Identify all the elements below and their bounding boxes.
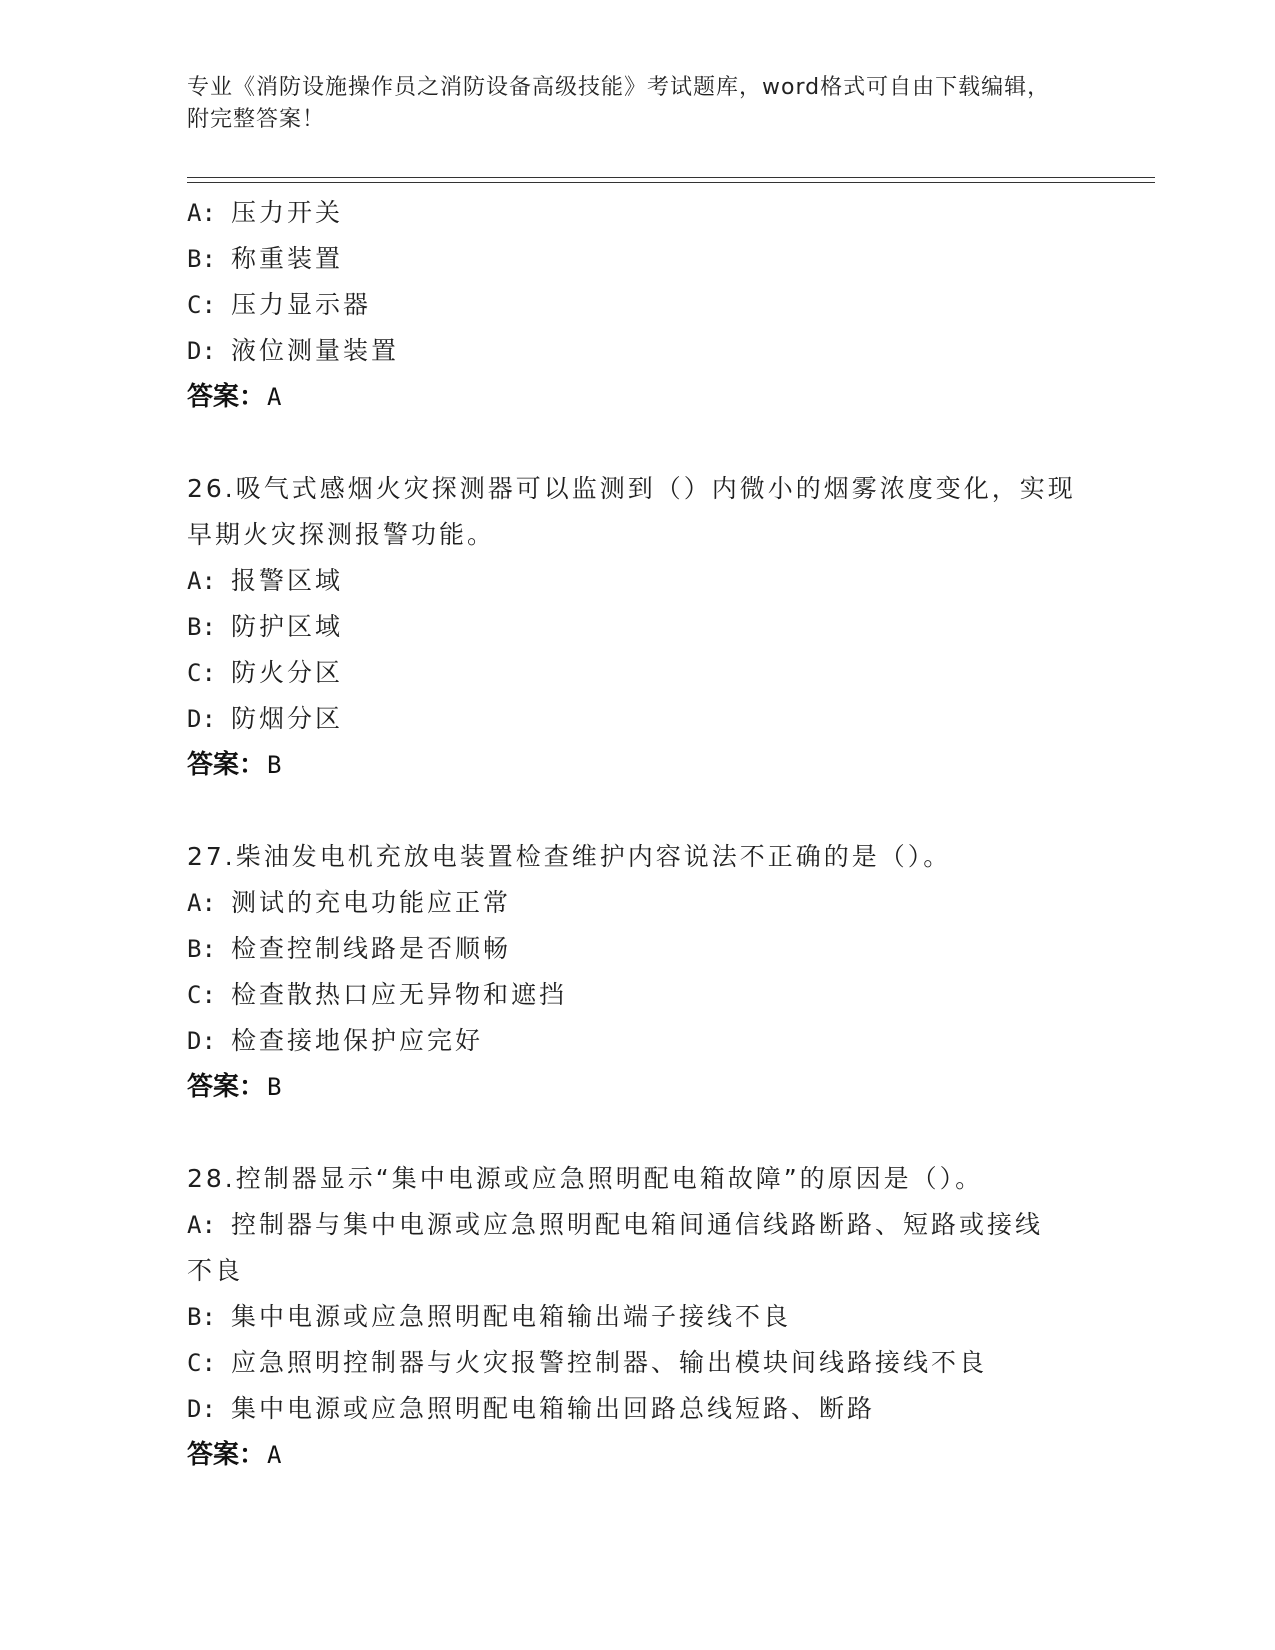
option-text: 称重装置 (231, 244, 344, 273)
option-a (187, 558, 1087, 604)
option-d (187, 328, 1087, 374)
option-text: 压力显示器 (231, 290, 372, 319)
option-text: 报警区域 (231, 566, 344, 595)
option-letter: D: (187, 705, 216, 733)
option-c (187, 972, 1087, 1018)
option-c (187, 282, 1087, 328)
option-letter: D: (187, 337, 216, 365)
header-rule-top (187, 177, 1155, 178)
option-text: 集中电源或应急照明配电箱输出回路总线短路、断路 (231, 1394, 876, 1423)
answer-value: B (267, 751, 282, 779)
option-letter: C: (187, 981, 216, 1009)
option-text: 集中电源或应急照明配电箱输出端子接线不良 (231, 1302, 792, 1331)
option-b (187, 604, 1087, 650)
question-26 (187, 466, 1087, 788)
option-letter: D: (187, 1027, 216, 1055)
option-d (187, 1386, 1087, 1432)
option-text: 液位测量装置 (231, 336, 400, 365)
option-text: 测试的充电功能应正常 (231, 888, 512, 917)
option-text: 压力开关 (231, 198, 344, 227)
option-letter: A: (187, 199, 216, 227)
option-letter: C: (187, 1349, 216, 1377)
question-27 (187, 834, 1087, 1110)
question-list (187, 190, 1087, 1478)
answer-line (187, 374, 1087, 420)
option-c (187, 1340, 1087, 1386)
option-letter: D: (187, 1395, 216, 1423)
option-letter: A: (187, 889, 216, 917)
question-stem: 26.吸气式感烟火灾探测器可以监测到（）内微小的烟雾浓度变化，实现早期火灾探测报警功能。 (187, 474, 1076, 549)
option-letter: B: (187, 245, 216, 273)
answer-value: A (267, 1441, 282, 1469)
option-text: 检查散热口应无异物和遮挡 (231, 980, 568, 1009)
answer-value: A (267, 383, 282, 411)
option-d (187, 1018, 1087, 1064)
option-letter: B: (187, 613, 216, 641)
option-letter: B: (187, 1303, 216, 1331)
option-a (187, 190, 1087, 236)
option-a (187, 880, 1087, 926)
answer-label: 答案： (187, 1440, 266, 1470)
option-text: 检查控制线路是否顺畅 (231, 934, 512, 963)
option-b (187, 926, 1087, 972)
option-text: 检查接地保护应完好 (231, 1026, 484, 1055)
option-text: 防烟分区 (231, 704, 344, 733)
answer-label: 答案： (187, 1072, 266, 1102)
option-letter: B: (187, 935, 216, 963)
option-letter: A: (187, 567, 216, 595)
option-text: 控制器与集中电源或应急照明配电箱间通信线路断路、短路或接线不良 (187, 1210, 1044, 1285)
option-text: 防火分区 (231, 658, 344, 687)
option-letter: A: (187, 1211, 216, 1239)
question-stem: 27.柴油发电机充放电装置检查维护内容说法不正确的是（）。 (187, 842, 952, 871)
question-stem: 28.控制器显示“集中电源或应急照明配电箱故障”的原因是（）。 (187, 1164, 984, 1193)
answer-line (187, 742, 1087, 788)
header-rule-bottom (187, 182, 1155, 183)
question-28 (187, 1156, 1087, 1478)
answer-label: 答案： (187, 750, 266, 780)
option-letter: C: (187, 659, 216, 687)
option-d (187, 696, 1087, 742)
question-25 (187, 190, 1087, 420)
answer-line (187, 1432, 1087, 1478)
answer-line (187, 1064, 1087, 1110)
option-text: 应急照明控制器与火灾报警控制器、输出模块间线路接线不良 (231, 1348, 988, 1377)
option-b (187, 236, 1087, 282)
option-text: 防护区域 (231, 612, 344, 641)
option-c (187, 650, 1087, 696)
document-intro: 专业《消防设施操作员之消防设备高级技能》考试题库，word格式可自由下载编辑，附完整答案！ (187, 75, 1051, 132)
option-letter: C: (187, 291, 216, 319)
option-b (187, 1294, 1087, 1340)
answer-label: 答案： (187, 382, 266, 412)
option-a (187, 1202, 1067, 1294)
answer-value: B (267, 1073, 282, 1101)
